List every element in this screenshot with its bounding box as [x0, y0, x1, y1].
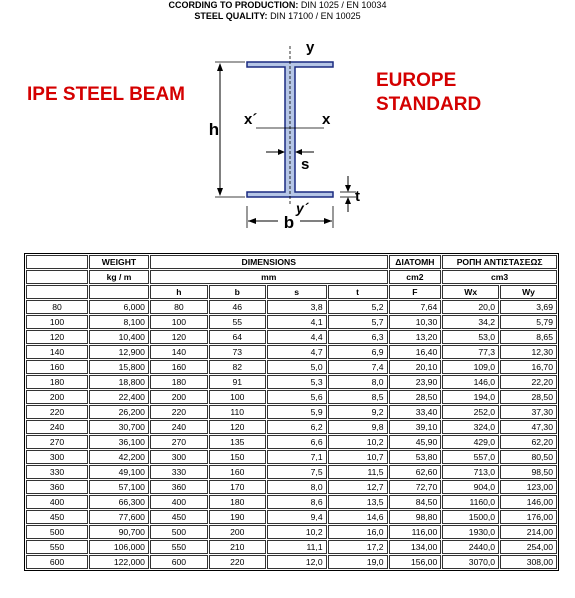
cell-Wx: 904,0 [442, 480, 499, 494]
cell-s: 3,8 [267, 300, 327, 314]
cell-Wy: 80,50 [500, 450, 557, 464]
cell-area-F: 45,90 [389, 435, 442, 449]
column-header-row [26, 285, 557, 299]
cell-area-F: 84,50 [389, 495, 442, 509]
blank-col-cell [26, 285, 88, 299]
cell-b: 170 [209, 480, 266, 494]
table-row [26, 315, 557, 329]
cell-weight: 122,000 [89, 555, 149, 569]
cell-Wx: 252,0 [442, 405, 499, 419]
col-header-Wy: Wy [500, 285, 557, 299]
table-row [26, 540, 557, 554]
cell-Wx: 20,0 [442, 300, 499, 314]
col-header-Wx: Wx [442, 285, 499, 299]
cell-t: 10,2 [328, 435, 388, 449]
cell-h: 550 [150, 540, 208, 554]
cell-t: 9,2 [328, 405, 388, 419]
table-row [26, 495, 557, 509]
s-arrow-left [278, 149, 285, 155]
table-row [26, 450, 557, 464]
cell-t: 13,5 [328, 495, 388, 509]
cell-h: 140 [150, 345, 208, 359]
cell-t: 8,0 [328, 375, 388, 389]
cell-weight: 8,100 [89, 315, 149, 329]
cell-b: 190 [209, 510, 266, 524]
cell-s: 6,2 [267, 420, 327, 434]
cell-Wy: 98,50 [500, 465, 557, 479]
dimensions-header: DIMENSIONS [150, 255, 388, 269]
cell-Wy: 5,79 [500, 315, 557, 329]
col-header-s: s [267, 285, 327, 299]
t-arrow-top [345, 185, 351, 192]
cell-Wy: 16,70 [500, 360, 557, 374]
cell-weight: 106,000 [89, 540, 149, 554]
cell-s: 4,4 [267, 330, 327, 344]
cell-t: 5,2 [328, 300, 388, 314]
cell-weight: 90,700 [89, 525, 149, 539]
cell-weight: 15,800 [89, 360, 149, 374]
cell-profile-size: 220 [26, 405, 88, 419]
b-arrow-right [324, 218, 332, 224]
t-arrow-bottom [345, 197, 351, 204]
cell-h: 100 [150, 315, 208, 329]
cell-s: 7,5 [267, 465, 327, 479]
cell-Wy: 176,00 [500, 510, 557, 524]
cell-area-F: 156,00 [389, 555, 442, 569]
production-label: CCORDING TO PRODUCTION: [168, 0, 299, 10]
cell-t: 6,9 [328, 345, 388, 359]
table-row [26, 510, 557, 524]
table-row [26, 345, 557, 359]
cell-Wy: 214,00 [500, 525, 557, 539]
cell-Wy: 254,00 [500, 540, 557, 554]
cell-profile-size: 180 [26, 375, 88, 389]
cell-weight: 57,100 [89, 480, 149, 494]
cell-s: 5,0 [267, 360, 327, 374]
s-arrow-right [295, 149, 302, 155]
steel-quality-value: DIN 17100 / EN 10025 [270, 11, 361, 21]
cell-t: 8,5 [328, 390, 388, 404]
cell-profile-size: 450 [26, 510, 88, 524]
h-label: h [208, 120, 220, 139]
cell-t: 11,5 [328, 465, 388, 479]
cell-profile-size: 500 [26, 525, 88, 539]
cell-h: 270 [150, 435, 208, 449]
weight-header: WEIGHT [89, 255, 149, 269]
production-value: DIN 1025 / EN 10034 [300, 0, 387, 10]
cell-t: 9,8 [328, 420, 388, 434]
cell-profile-size: 120 [26, 330, 88, 344]
cell-t: 6,3 [328, 330, 388, 344]
y-label: y [306, 39, 315, 56]
table-row [26, 465, 557, 479]
cell-h: 300 [150, 450, 208, 464]
cell-b: 135 [209, 435, 266, 449]
cell-Wx: 146,0 [442, 375, 499, 389]
cell-b: 46 [209, 300, 266, 314]
cell-area-F: 98,80 [389, 510, 442, 524]
cell-b: 64 [209, 330, 266, 344]
cell-Wy: 308,00 [500, 555, 557, 569]
ipe-properties-table [24, 253, 559, 571]
cell-Wy: 3,69 [500, 300, 557, 314]
table-row [26, 420, 557, 434]
cell-Wy: 22,20 [500, 375, 557, 389]
blank-col-cell [89, 285, 149, 299]
cell-h: 450 [150, 510, 208, 524]
cell-Wy: 62,20 [500, 435, 557, 449]
cell-b: 160 [209, 465, 266, 479]
cell-Wx: 34,2 [442, 315, 499, 329]
cell-weight: 30,700 [89, 420, 149, 434]
section-header: ΔΙΑΤΟΜΗ [389, 255, 442, 269]
cell-b: 200 [209, 525, 266, 539]
cell-Wy: 123,00 [500, 480, 557, 494]
standard-line-2: STANDARD [376, 94, 482, 115]
cell-t: 5,7 [328, 315, 388, 329]
cell-b: 82 [209, 360, 266, 374]
cell-area-F: 16,40 [389, 345, 442, 359]
cell-s: 8,0 [267, 480, 327, 494]
cell-area-F: 10,30 [389, 315, 442, 329]
cell-area-F: 134,00 [389, 540, 442, 554]
x-prime-label: x´ [244, 111, 258, 128]
table-row [26, 390, 557, 404]
cell-s: 5,6 [267, 390, 327, 404]
beam-title: IPE STEEL BEAM [27, 84, 186, 105]
table-body [26, 255, 557, 569]
cell-weight: 42,200 [89, 450, 149, 464]
cell-Wx: 1160,0 [442, 495, 499, 509]
cell-area-F: 13,20 [389, 330, 442, 344]
cell-b: 91 [209, 375, 266, 389]
cell-area-F: 28,50 [389, 390, 442, 404]
cell-profile-size: 600 [26, 555, 88, 569]
t-label: t [355, 188, 360, 205]
cell-t: 14,6 [328, 510, 388, 524]
cell-profile-size: 330 [26, 465, 88, 479]
cell-Wx: 194,0 [442, 390, 499, 404]
production-standard-line [0, 0, 565, 10]
table-row [26, 375, 557, 389]
cell-b: 100 [209, 390, 266, 404]
cell-Wy: 28,50 [500, 390, 557, 404]
cell-profile-size: 270 [26, 435, 88, 449]
cell-s: 9,4 [267, 510, 327, 524]
s-label: s [301, 156, 310, 173]
cell-b: 110 [209, 405, 266, 419]
group-header-row [26, 255, 557, 269]
cell-Wy: 47,30 [500, 420, 557, 434]
cell-profile-size: 400 [26, 495, 88, 509]
cell-s: 4,7 [267, 345, 327, 359]
cell-weight: 10,400 [89, 330, 149, 344]
cell-h: 160 [150, 360, 208, 374]
cell-s: 7,1 [267, 450, 327, 464]
cell-h: 600 [150, 555, 208, 569]
cell-t: 16,0 [328, 525, 388, 539]
h-arrow-bottom [217, 188, 223, 196]
cell-Wx: 1500,0 [442, 510, 499, 524]
x-label: x [322, 111, 331, 128]
cell-Wx: 713,0 [442, 465, 499, 479]
cell-h: 200 [150, 390, 208, 404]
cell-b: 55 [209, 315, 266, 329]
cell-s: 12,0 [267, 555, 327, 569]
cell-Wx: 3070,0 [442, 555, 499, 569]
table-row [26, 360, 557, 374]
cell-Wx: 1930,0 [442, 525, 499, 539]
cell-area-F: 116,00 [389, 525, 442, 539]
cell-s: 8,6 [267, 495, 327, 509]
cell-weight: 22,400 [89, 390, 149, 404]
cell-t: 19,0 [328, 555, 388, 569]
h-arrow-top [217, 63, 223, 71]
steel-quality-label: STEEL QUALITY: [194, 11, 268, 21]
cell-Wy: 8,65 [500, 330, 557, 344]
cell-s: 11,1 [267, 540, 327, 554]
cell-profile-size: 140 [26, 345, 88, 359]
table-row [26, 480, 557, 494]
ibeam-cross-section-diagram [200, 36, 380, 236]
cell-area-F: 20,10 [389, 360, 442, 374]
col-header-F: F [389, 285, 442, 299]
cell-area-F: 39,10 [389, 420, 442, 434]
cell-s: 5,3 [267, 375, 327, 389]
cell-t: 10,7 [328, 450, 388, 464]
steel-quality-line [0, 11, 565, 21]
cell-weight: 77,600 [89, 510, 149, 524]
cell-weight: 12,900 [89, 345, 149, 359]
cell-Wx: 429,0 [442, 435, 499, 449]
cell-Wy: 12,30 [500, 345, 557, 359]
cell-b: 73 [209, 345, 266, 359]
weight-unit: kg / m [89, 270, 149, 284]
cell-h: 400 [150, 495, 208, 509]
cell-weight: 36,100 [89, 435, 149, 449]
cell-h: 80 [150, 300, 208, 314]
table-row [26, 405, 557, 419]
cell-t: 17,2 [328, 540, 388, 554]
cell-profile-size: 360 [26, 480, 88, 494]
blank-header-cell [26, 255, 88, 269]
cell-profile-size: 240 [26, 420, 88, 434]
cell-h: 220 [150, 405, 208, 419]
cell-area-F: 62,60 [389, 465, 442, 479]
cell-area-F: 53,80 [389, 450, 442, 464]
cell-profile-size: 100 [26, 315, 88, 329]
blank-unit-cell [26, 270, 88, 284]
cell-weight: 18,800 [89, 375, 149, 389]
cell-t: 12,7 [328, 480, 388, 494]
table-row [26, 330, 557, 344]
dimensions-unit: mm [150, 270, 388, 284]
table-row [26, 300, 557, 314]
cell-weight: 6,000 [89, 300, 149, 314]
cell-weight: 66,300 [89, 495, 149, 509]
cell-h: 500 [150, 525, 208, 539]
cell-Wx: 2440,0 [442, 540, 499, 554]
cell-b: 180 [209, 495, 266, 509]
cell-b: 150 [209, 450, 266, 464]
col-header-h: h [150, 285, 208, 299]
unit-header-row [26, 270, 557, 284]
cell-h: 180 [150, 375, 208, 389]
cell-s: 5,9 [267, 405, 327, 419]
b-label: b [283, 213, 295, 232]
table-row [26, 555, 557, 569]
cell-s: 10,2 [267, 525, 327, 539]
cell-area-F: 33,40 [389, 405, 442, 419]
cell-h: 360 [150, 480, 208, 494]
standard-line-1: EUROPE [376, 70, 457, 91]
cell-profile-size: 80 [26, 300, 88, 314]
cell-b: 120 [209, 420, 266, 434]
cell-area-F: 7,64 [389, 300, 442, 314]
cell-t: 7,4 [328, 360, 388, 374]
moment-unit: cm3 [442, 270, 557, 284]
col-header-b: b [209, 285, 266, 299]
cell-Wx: 53,0 [442, 330, 499, 344]
cell-Wx: 109,0 [442, 360, 499, 374]
cell-profile-size: 160 [26, 360, 88, 374]
cell-Wx: 324,0 [442, 420, 499, 434]
cell-s: 4,1 [267, 315, 327, 329]
cell-h: 330 [150, 465, 208, 479]
cell-profile-size: 300 [26, 450, 88, 464]
cell-area-F: 23,90 [389, 375, 442, 389]
cell-profile-size: 200 [26, 390, 88, 404]
cell-s: 6,6 [267, 435, 327, 449]
cell-area-F: 72,70 [389, 480, 442, 494]
table-row [26, 435, 557, 449]
cell-weight: 49,100 [89, 465, 149, 479]
cell-Wy: 146,00 [500, 495, 557, 509]
table-row [26, 525, 557, 539]
col-header-t: t [328, 285, 388, 299]
cell-profile-size: 550 [26, 540, 88, 554]
cell-Wy: 37,30 [500, 405, 557, 419]
b-arrow-left [248, 218, 256, 224]
section-unit: cm2 [389, 270, 442, 284]
cell-b: 210 [209, 540, 266, 554]
cell-Wx: 557,0 [442, 450, 499, 464]
moment-header: ΡΟΠΗ ΑΝΤΙΣΤΑΣΕΩΣ [442, 255, 557, 269]
cell-h: 120 [150, 330, 208, 344]
y-prime-label: y´ [296, 200, 309, 216]
cell-h: 240 [150, 420, 208, 434]
cell-b: 220 [209, 555, 266, 569]
cell-Wx: 77,3 [442, 345, 499, 359]
cell-weight: 26,200 [89, 405, 149, 419]
